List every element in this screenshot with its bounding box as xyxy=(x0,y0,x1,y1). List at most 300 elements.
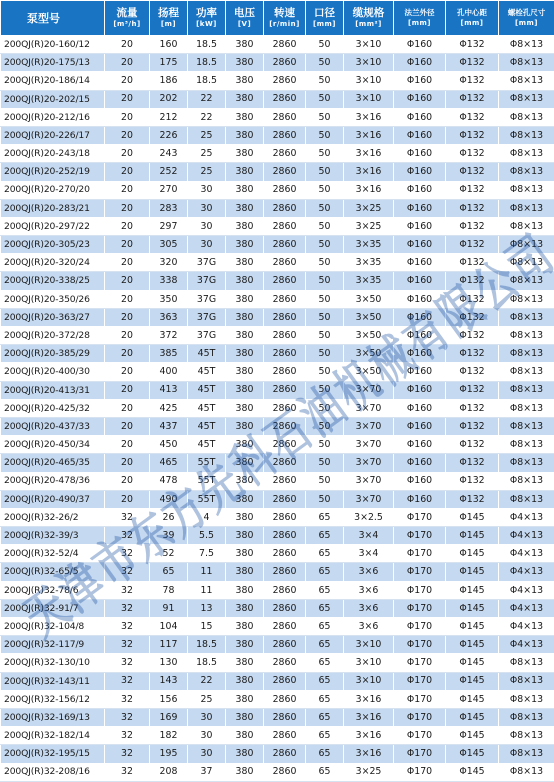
spec-cell: Φ145 xyxy=(446,563,499,581)
column-header-unit: [V] xyxy=(226,21,263,28)
pump-model-cell: 200QJ(R)20-413/31 xyxy=(1,381,105,399)
spec-cell: 65 xyxy=(306,727,344,745)
column-header-title: 转速 xyxy=(264,8,305,19)
spec-cell: 3×70 xyxy=(344,399,394,417)
spec-cell: Φ8×13 xyxy=(499,708,554,726)
spec-cell: Φ160 xyxy=(394,399,446,417)
spec-cell: 380 xyxy=(226,708,264,726)
spec-cell: 380 xyxy=(226,563,264,581)
header-row xyxy=(1,1,554,36)
pump-model-cell: 200QJ(R)32-182/14 xyxy=(1,727,105,745)
spec-cell: 2860 xyxy=(264,254,306,272)
pump-model-cell: 200QJ(R)20-478/36 xyxy=(1,472,105,490)
spec-cell: 380 xyxy=(226,399,264,417)
spec-cell: 65 xyxy=(306,527,344,545)
pump-model-cell: 200QJ(R)32-39/3 xyxy=(1,527,105,545)
spec-cell: 380 xyxy=(226,181,264,199)
table-row xyxy=(1,381,554,399)
spec-cell: Φ132 xyxy=(446,363,499,381)
spec-cell: 2860 xyxy=(264,745,306,763)
spec-cell: Φ160 xyxy=(394,417,446,435)
spec-cell: 3×10 xyxy=(344,672,394,690)
spec-cell: 380 xyxy=(226,436,264,454)
spec-cell: 20 xyxy=(105,272,150,290)
spec-cell: 2860 xyxy=(264,163,306,181)
spec-cell: 478 xyxy=(150,472,188,490)
spec-cell: 50 xyxy=(306,436,344,454)
pump-model-cell: 200QJ(R)20-350/26 xyxy=(1,290,105,308)
table-row xyxy=(1,254,554,272)
spec-cell: Φ132 xyxy=(446,217,499,235)
spec-cell: 3×50 xyxy=(344,290,394,308)
table-row xyxy=(1,272,554,290)
spec-cell: 65 xyxy=(306,618,344,636)
spec-cell: Φ8×13 xyxy=(499,472,554,490)
spec-cell: Φ8×13 xyxy=(499,417,554,435)
spec-cell: 385 xyxy=(150,345,188,363)
spec-cell: 2860 xyxy=(264,54,306,72)
spec-cell: Φ170 xyxy=(394,654,446,672)
spec-cell: Φ160 xyxy=(394,108,446,126)
spec-cell: 380 xyxy=(226,490,264,508)
spec-cell: 11 xyxy=(188,581,226,599)
spec-cell: 32 xyxy=(105,545,150,563)
spec-cell: Φ8×13 xyxy=(499,90,554,108)
spec-cell: Φ4×13 xyxy=(499,618,554,636)
spec-cell: 2860 xyxy=(264,90,306,108)
pump-model-cell: 200QJ(R)20-243/18 xyxy=(1,145,105,163)
spec-cell: 30 xyxy=(188,708,226,726)
spec-cell: 3×35 xyxy=(344,236,394,254)
spec-cell: Φ160 xyxy=(394,163,446,181)
spec-cell: 30 xyxy=(188,199,226,217)
spec-cell: 380 xyxy=(226,581,264,599)
spec-cell: Φ170 xyxy=(394,763,446,781)
spec-cell: Φ145 xyxy=(446,727,499,745)
spec-cell: 3×4 xyxy=(344,527,394,545)
spec-cell: 2860 xyxy=(264,363,306,381)
spec-cell: 3×16 xyxy=(344,690,394,708)
spec-cell: 32 xyxy=(105,745,150,763)
pump-model-cell: 200QJ(R)32-156/12 xyxy=(1,690,105,708)
spec-cell: Φ132 xyxy=(446,199,499,217)
spec-cell: 160 xyxy=(150,36,188,54)
spec-cell: 20 xyxy=(105,54,150,72)
spec-cell: Φ132 xyxy=(446,490,499,508)
pump-model-cell: 200QJ(R)20-400/30 xyxy=(1,363,105,381)
spec-cell: 3×70 xyxy=(344,454,394,472)
spec-cell: 30 xyxy=(188,745,226,763)
spec-cell: Φ170 xyxy=(394,690,446,708)
table-row xyxy=(1,290,554,308)
spec-cell: 2860 xyxy=(264,454,306,472)
spec-cell: 2860 xyxy=(264,290,306,308)
spec-cell: 2860 xyxy=(264,490,306,508)
spec-cell: Φ132 xyxy=(446,290,499,308)
spec-cell: 45T xyxy=(188,399,226,417)
spec-cell: Φ4×13 xyxy=(499,581,554,599)
spec-cell: 20 xyxy=(105,236,150,254)
spec-cell: 65 xyxy=(306,636,344,654)
table-row xyxy=(1,527,554,545)
spec-cell: 65 xyxy=(150,563,188,581)
spec-cell: Φ8×13 xyxy=(499,217,554,235)
table-row xyxy=(1,563,554,581)
spec-cell: 104 xyxy=(150,618,188,636)
spec-cell: Φ8×13 xyxy=(499,399,554,417)
spec-cell: 2860 xyxy=(264,72,306,90)
spec-cell: Φ8×13 xyxy=(499,236,554,254)
spec-cell: 2860 xyxy=(264,181,306,199)
spec-cell: 37G xyxy=(188,308,226,326)
spec-cell: Φ132 xyxy=(446,236,499,254)
spec-cell: 26 xyxy=(150,508,188,526)
spec-cell: Φ8×13 xyxy=(499,381,554,399)
spec-cell: 45T xyxy=(188,417,226,435)
spec-cell: Φ132 xyxy=(446,399,499,417)
table-row xyxy=(1,217,554,235)
spec-cell: 3×10 xyxy=(344,36,394,54)
spec-cell: 65 xyxy=(306,508,344,526)
spec-cell: Φ8×13 xyxy=(499,181,554,199)
spec-cell: 91 xyxy=(150,599,188,617)
spec-cell: 55T xyxy=(188,454,226,472)
spec-cell: 13 xyxy=(188,599,226,617)
pump-model-cell: 200QJ(R)32-117/9 xyxy=(1,636,105,654)
spec-cell: Φ145 xyxy=(446,618,499,636)
spec-cell: 270 xyxy=(150,181,188,199)
spec-cell: Φ8×13 xyxy=(499,126,554,144)
pump-model-cell: 200QJ(R)20-252/19 xyxy=(1,163,105,181)
column-header-5 xyxy=(264,1,306,36)
spec-cell: 32 xyxy=(105,618,150,636)
spec-cell: Φ170 xyxy=(394,618,446,636)
spec-cell: 25 xyxy=(188,145,226,163)
table-row xyxy=(1,727,554,745)
column-header-title: 缆规格 xyxy=(344,8,393,19)
table-row xyxy=(1,618,554,636)
column-header-unit: [mm] xyxy=(499,20,554,27)
pump-model-cell: 200QJ(R)20-385/29 xyxy=(1,345,105,363)
spec-cell: 182 xyxy=(150,727,188,745)
spec-cell: 2860 xyxy=(264,545,306,563)
table-row xyxy=(1,508,554,526)
spec-cell: 20 xyxy=(105,217,150,235)
spec-cell: 50 xyxy=(306,36,344,54)
spec-cell: 4 xyxy=(188,508,226,526)
spec-cell: Φ145 xyxy=(446,690,499,708)
column-header-unit: [mm] xyxy=(306,21,343,28)
spec-cell: 20 xyxy=(105,327,150,345)
pump-model-cell: 200QJ(R)20-297/22 xyxy=(1,217,105,235)
spec-cell: 32 xyxy=(105,527,150,545)
spec-cell: 65 xyxy=(306,581,344,599)
pump-model-cell: 200QJ(R)20-363/27 xyxy=(1,308,105,326)
spec-cell: 380 xyxy=(226,417,264,435)
spec-cell: 3×50 xyxy=(344,345,394,363)
spec-cell: 50 xyxy=(306,54,344,72)
spec-cell: 2860 xyxy=(264,690,306,708)
spec-cell: 65 xyxy=(306,599,344,617)
table-row xyxy=(1,654,554,672)
spec-cell: Φ8×13 xyxy=(499,145,554,163)
spec-cell: Φ132 xyxy=(446,381,499,399)
spec-cell: 3×50 xyxy=(344,363,394,381)
column-header-unit: [mm] xyxy=(394,20,445,27)
column-header-unit: [r/min] xyxy=(264,21,305,28)
column-header-title: 电压 xyxy=(226,8,263,19)
spec-cell: 130 xyxy=(150,654,188,672)
spec-cell: 2860 xyxy=(264,436,306,454)
table-header xyxy=(1,1,554,36)
spec-cell: 143 xyxy=(150,672,188,690)
spec-cell: 380 xyxy=(226,454,264,472)
table-row xyxy=(1,599,554,617)
spec-cell: 2860 xyxy=(264,508,306,526)
spec-cell: 50 xyxy=(306,163,344,181)
spec-cell: 252 xyxy=(150,163,188,181)
spec-cell: Φ4×13 xyxy=(499,527,554,545)
spec-cell: Φ8×13 xyxy=(499,199,554,217)
spec-cell: Φ170 xyxy=(394,672,446,690)
spec-cell: Φ8×13 xyxy=(499,672,554,690)
table-row xyxy=(1,672,554,690)
spec-cell: 380 xyxy=(226,217,264,235)
spec-cell: 363 xyxy=(150,308,188,326)
table-row xyxy=(1,36,554,54)
spec-cell: 380 xyxy=(226,145,264,163)
spec-cell: Φ132 xyxy=(446,308,499,326)
spec-cell: 380 xyxy=(226,126,264,144)
spec-cell: 50 xyxy=(306,90,344,108)
spec-cell: 20 xyxy=(105,145,150,163)
spec-cell: Φ8×13 xyxy=(499,36,554,54)
spec-cell: Φ132 xyxy=(446,472,499,490)
spec-cell: 2860 xyxy=(264,345,306,363)
spec-cell: 50 xyxy=(306,363,344,381)
spec-cell: Φ145 xyxy=(446,545,499,563)
spec-cell: Φ170 xyxy=(394,708,446,726)
spec-cell: 11 xyxy=(188,563,226,581)
spec-cell: 18.5 xyxy=(188,654,226,672)
pump-model-cell: 200QJ(R)32-52/4 xyxy=(1,545,105,563)
spec-cell: 490 xyxy=(150,490,188,508)
spec-cell: 2860 xyxy=(264,327,306,345)
spec-cell: Φ4×13 xyxy=(499,636,554,654)
spec-cell: 20 xyxy=(105,363,150,381)
spec-cell: Φ145 xyxy=(446,508,499,526)
spec-cell: 380 xyxy=(226,508,264,526)
spec-cell: 22 xyxy=(188,90,226,108)
spec-cell: 3×70 xyxy=(344,436,394,454)
spec-cell: Φ132 xyxy=(446,108,499,126)
spec-cell: 18.5 xyxy=(188,36,226,54)
spec-cell: 3×6 xyxy=(344,581,394,599)
spec-cell: 25 xyxy=(188,690,226,708)
spec-cell: 3×70 xyxy=(344,472,394,490)
spec-cell: 3×10 xyxy=(344,90,394,108)
spec-cell: 3×25 xyxy=(344,199,394,217)
pump-model-cell: 200QJ(R)20-437/33 xyxy=(1,417,105,435)
spec-cell: 65 xyxy=(306,545,344,563)
column-header-6 xyxy=(306,1,344,36)
spec-cell: 32 xyxy=(105,563,150,581)
spec-cell: 3×16 xyxy=(344,145,394,163)
spec-cell: Φ160 xyxy=(394,126,446,144)
spec-cell: Φ160 xyxy=(394,254,446,272)
spec-cell: 50 xyxy=(306,454,344,472)
spec-cell: 380 xyxy=(226,327,264,345)
spec-cell: Φ160 xyxy=(394,472,446,490)
spec-cell: 55T xyxy=(188,472,226,490)
spec-cell: 2860 xyxy=(264,217,306,235)
spec-cell: 20 xyxy=(105,490,150,508)
spec-cell: 45T xyxy=(188,345,226,363)
spec-cell: 2860 xyxy=(264,272,306,290)
column-header-unit: [mm²] xyxy=(344,21,393,28)
spec-cell: Φ8×13 xyxy=(499,254,554,272)
spec-cell: Φ160 xyxy=(394,327,446,345)
spec-cell: 20 xyxy=(105,290,150,308)
spec-cell: Φ160 xyxy=(394,54,446,72)
spec-cell: 413 xyxy=(150,381,188,399)
spec-cell: 2860 xyxy=(264,199,306,217)
spec-cell: 20 xyxy=(105,381,150,399)
spec-cell: 50 xyxy=(306,72,344,90)
spec-cell: Φ160 xyxy=(394,217,446,235)
spec-cell: 20 xyxy=(105,254,150,272)
spec-cell: 380 xyxy=(226,381,264,399)
spec-cell: Φ4×13 xyxy=(499,599,554,617)
spec-cell: Φ8×13 xyxy=(499,272,554,290)
spec-cell: 2860 xyxy=(264,108,306,126)
table-row xyxy=(1,436,554,454)
spec-cell: 2860 xyxy=(264,381,306,399)
spec-cell: 208 xyxy=(150,763,188,781)
pump-model-cell: 200QJ(R)20-450/34 xyxy=(1,436,105,454)
column-header-title: 口径 xyxy=(306,8,343,19)
spec-cell: 20 xyxy=(105,126,150,144)
spec-cell: 243 xyxy=(150,145,188,163)
spec-cell: Φ160 xyxy=(394,90,446,108)
spec-cell: 22 xyxy=(188,672,226,690)
spec-cell: 20 xyxy=(105,417,150,435)
column-header-title: 扬程 xyxy=(150,8,187,19)
column-header-4 xyxy=(226,1,264,36)
spec-cell: 380 xyxy=(226,745,264,763)
spec-cell: Φ8×13 xyxy=(499,163,554,181)
spec-cell: Φ170 xyxy=(394,745,446,763)
spec-cell: 20 xyxy=(105,399,150,417)
spec-cell: 156 xyxy=(150,690,188,708)
spec-cell: 32 xyxy=(105,763,150,781)
table-row xyxy=(1,145,554,163)
column-header-title: 孔中心距 xyxy=(446,9,498,17)
spec-cell: Φ160 xyxy=(394,454,446,472)
spec-cell: 45T xyxy=(188,381,226,399)
spec-cell: 3×16 xyxy=(344,181,394,199)
spec-cell: 20 xyxy=(105,472,150,490)
spec-cell: 380 xyxy=(226,54,264,72)
spec-cell: 380 xyxy=(226,727,264,745)
pump-model-cell: 200QJ(R)20-202/15 xyxy=(1,90,105,108)
spec-cell: 20 xyxy=(105,345,150,363)
spec-cell: 20 xyxy=(105,108,150,126)
column-header-9 xyxy=(446,1,499,36)
column-header-8 xyxy=(394,1,446,36)
spec-cell: Φ160 xyxy=(394,199,446,217)
spec-cell: Φ160 xyxy=(394,36,446,54)
spec-cell: 20 xyxy=(105,36,150,54)
spec-cell: 50 xyxy=(306,290,344,308)
spec-cell: 3×10 xyxy=(344,654,394,672)
spec-cell: 65 xyxy=(306,745,344,763)
spec-cell: Φ132 xyxy=(446,345,499,363)
spec-cell: 380 xyxy=(226,108,264,126)
table-row xyxy=(1,327,554,345)
spec-cell: Φ8×13 xyxy=(499,108,554,126)
spec-cell: Φ160 xyxy=(394,436,446,454)
spec-cell: 380 xyxy=(226,363,264,381)
spec-cell: Φ132 xyxy=(446,72,499,90)
spec-cell: 3×6 xyxy=(344,563,394,581)
spec-cell: 212 xyxy=(150,108,188,126)
spec-cell: Φ8×13 xyxy=(499,345,554,363)
spec-cell: 39 xyxy=(150,527,188,545)
spec-cell: 50 xyxy=(306,490,344,508)
table-row xyxy=(1,345,554,363)
spec-cell: Φ170 xyxy=(394,599,446,617)
spec-cell: 45T xyxy=(188,436,226,454)
spec-cell: Φ170 xyxy=(394,563,446,581)
spec-cell: 3×16 xyxy=(344,727,394,745)
spec-cell: 297 xyxy=(150,217,188,235)
spec-cell: 338 xyxy=(150,272,188,290)
spec-cell: Φ170 xyxy=(394,636,446,654)
spec-cell: 380 xyxy=(226,599,264,617)
spec-cell: Φ132 xyxy=(446,254,499,272)
spec-cell: 2860 xyxy=(264,399,306,417)
spec-cell: 117 xyxy=(150,636,188,654)
spec-cell: 2860 xyxy=(264,618,306,636)
spec-cell: 2860 xyxy=(264,636,306,654)
spec-cell: 3×50 xyxy=(344,308,394,326)
spec-cell: 7.5 xyxy=(188,545,226,563)
spec-cell: 50 xyxy=(306,472,344,490)
spec-cell: 37 xyxy=(188,763,226,781)
pump-model-cell: 200QJ(R)20-320/24 xyxy=(1,254,105,272)
spec-cell: Φ132 xyxy=(446,181,499,199)
spec-cell: Φ170 xyxy=(394,508,446,526)
spec-cell: 25 xyxy=(188,126,226,144)
spec-cell: 450 xyxy=(150,436,188,454)
spec-cell: 20 xyxy=(105,436,150,454)
spec-cell: 20 xyxy=(105,90,150,108)
spec-cell: 380 xyxy=(226,36,264,54)
spec-cell: Φ132 xyxy=(446,145,499,163)
spec-cell: Φ160 xyxy=(394,145,446,163)
spec-cell: 3×16 xyxy=(344,108,394,126)
spec-cell: 32 xyxy=(105,599,150,617)
spec-cell: 380 xyxy=(226,72,264,90)
spec-cell: 78 xyxy=(150,581,188,599)
spec-cell: Φ8×13 xyxy=(499,654,554,672)
pump-model-cell: 200QJ(R)20-186/14 xyxy=(1,72,105,90)
spec-cell: 2860 xyxy=(264,563,306,581)
spec-cell: 380 xyxy=(226,308,264,326)
pump-model-cell: 200QJ(R)32-104/8 xyxy=(1,618,105,636)
spec-cell: 50 xyxy=(306,254,344,272)
